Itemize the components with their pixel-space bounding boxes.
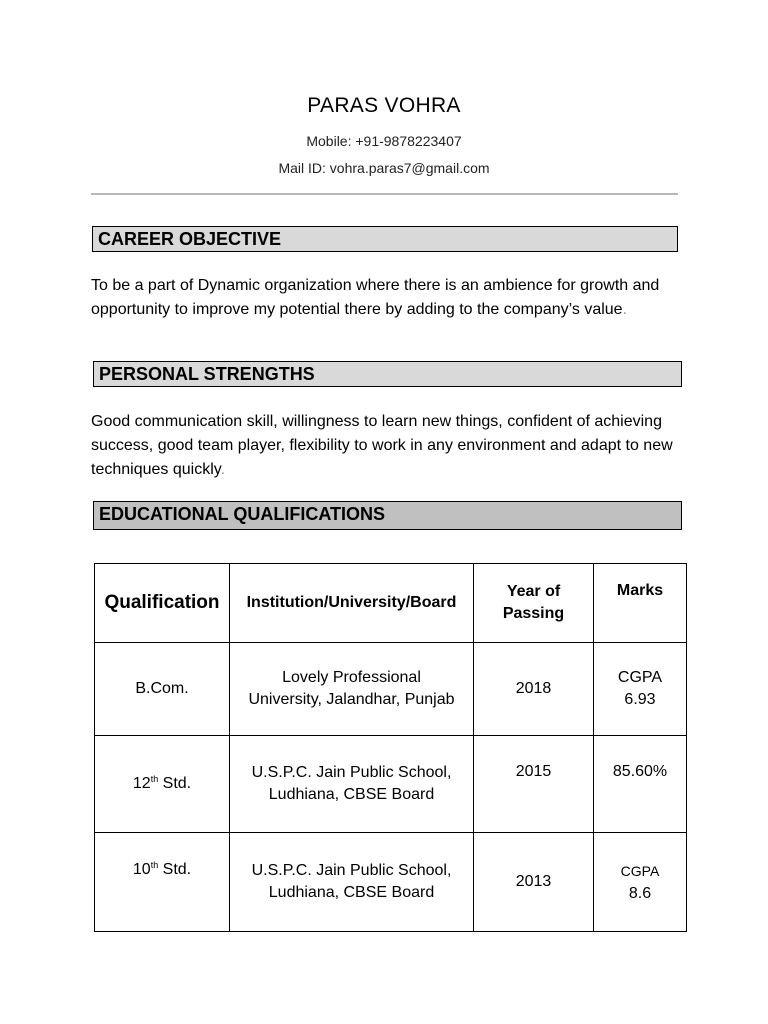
header-qualification: Qualification [95, 564, 230, 643]
qualification-num: 12 [132, 775, 151, 792]
qualification-rest: Std. [158, 775, 192, 792]
cell-year: 2018 [474, 643, 594, 736]
personal-strengths-body: Good communication skill, willingness to learn new things, confident of achieving success, good team player, flexibility to work in any environment and adapt to new techniques quickly [91, 413, 673, 478]
candidate-name: PARAS VOHRA [307, 94, 461, 117]
institution-line1: U.S.P.C. Jain Public School, [251, 764, 452, 781]
qualification-num: 10 [132, 861, 151, 878]
personal-strengths-period: . [220, 461, 226, 478]
section-header-educational-qualifications: EDUCATIONAL QUALIFICATIONS [93, 501, 682, 530]
cell-marks [594, 736, 687, 833]
table-row [95, 643, 687, 736]
cell-institution [230, 833, 474, 932]
cell-year: 2013 [474, 833, 594, 932]
section-header-career-objective: CAREER OBJECTIVE [92, 226, 678, 252]
header-year [474, 564, 594, 643]
email-address: Mail ID: vohra.paras7@gmail.com [278, 160, 490, 176]
table-row [95, 736, 687, 833]
marks-line2: 6.93 [624, 691, 656, 708]
cell-marks [594, 643, 687, 736]
marks-line2: 8.6 [628, 884, 652, 902]
personal-strengths-text [91, 410, 681, 482]
institution-line1: U.S.P.C. Jain Public School, [251, 862, 452, 879]
marks-line1: 85.60% [612, 763, 668, 780]
qualification-suffix: th [150, 860, 159, 870]
header-marks [594, 564, 687, 643]
institution-line2: University, Jalandhar, Punjab [248, 691, 455, 708]
marks-line1: CGPA [620, 862, 660, 879]
header-year-line2: Passing [502, 605, 565, 622]
header-year-line1: Year of [506, 583, 561, 600]
marks-line1: CGPA [617, 669, 663, 686]
header-marks-label: Marks [616, 582, 664, 599]
institution-line2: Ludhiana, CBSE Board [268, 884, 435, 901]
qualification-rest: Std. [158, 861, 192, 878]
qualification-suffix: th [150, 774, 159, 784]
education-table [94, 563, 687, 932]
section-header-personal-strengths: PERSONAL STRENGTHS [93, 361, 682, 387]
cell-qualification [95, 833, 230, 932]
cell-year [474, 736, 594, 833]
header-institution: Institution/University/Board [230, 564, 474, 643]
institution-line2: Ludhiana, CBSE Board [268, 786, 435, 803]
cell-institution [230, 643, 474, 736]
career-objective-period: . [622, 301, 628, 318]
career-objective-body: To be a part of Dynamic organization where there is an ambience for growth and opportunity to improve my potential there by adding to the company’s value [91, 277, 660, 318]
cell-qualification: B.Com. [95, 643, 230, 736]
header-divider [91, 193, 678, 195]
table-header-row [95, 564, 687, 643]
cell-marks [594, 833, 687, 932]
table-row [95, 833, 687, 932]
career-objective-text [91, 274, 681, 322]
mobile-number: Mobile: +91-9878223407 [306, 133, 462, 149]
cell-institution [230, 736, 474, 833]
cell-qualification [95, 736, 230, 833]
institution-line1: Lovely Professional [282, 669, 421, 686]
year-value: 2015 [515, 763, 552, 780]
